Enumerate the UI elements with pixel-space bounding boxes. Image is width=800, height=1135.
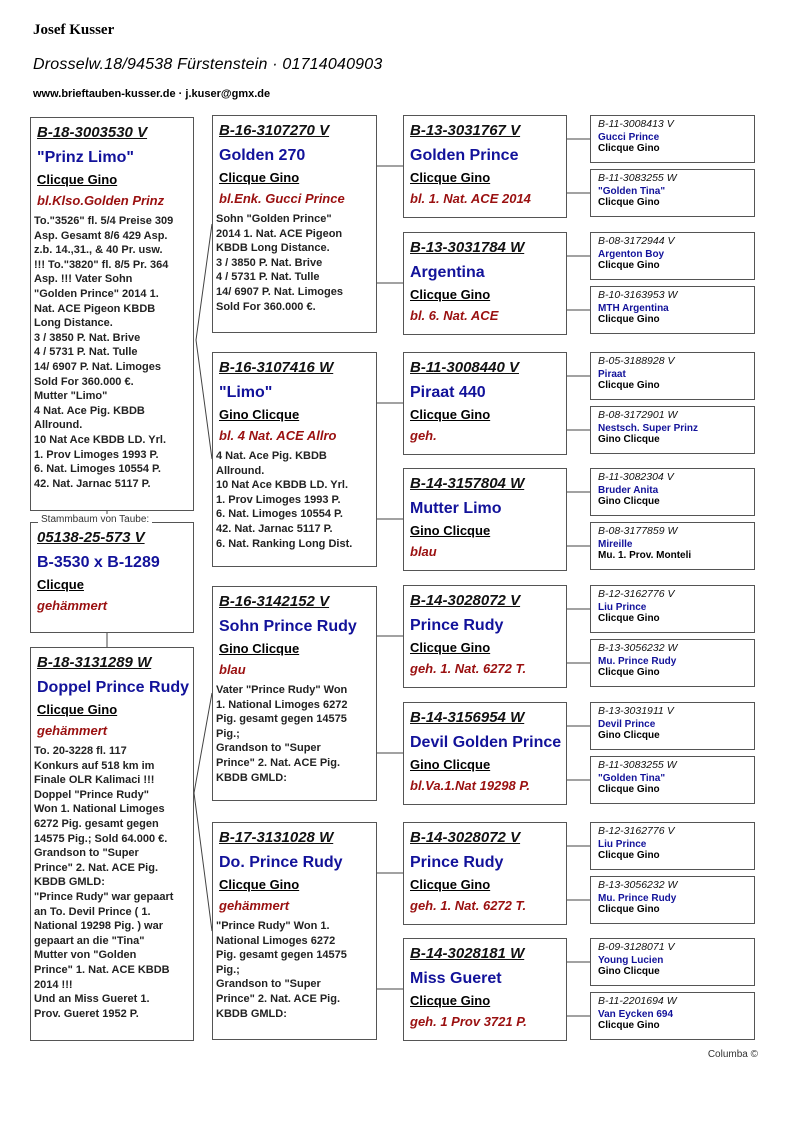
description: To. 20-3228 fl. 117 Konkurs auf 518 km im Finale OLR Kalimaci !!! Doppel "Prince Rudy" Won 1. National Limoges 6272 Pig. gesamt gegen 14575 Pig.; Sold 64.000 €. Grandson to "Super Prince" 2. Nat. ACE Pig. KBDB GMLD: "Prince Rudy" war gepaart an To. Devil Prince ( 1. National 19298 Pig. ) war gepaart an die "Tina" Mutter von "Golden Prince" 1. Nat. ACE KBDB 2014 !!! Und an Miss Gueret 1. Prov. Gueret 1952 P.: [34, 745, 174, 1020]
pigeon-name: Golden Prince: [410, 147, 519, 164]
description: Vater "Prince Rudy" Won 1. National Limoges 6272 Pig. gesamt gegen 14575 Pig.; Grandson to "Super Prince" 2. Nat. ACE Pig. KBDB GMLD:: [216, 684, 348, 784]
great-great-grandparent-card: [590, 702, 755, 750]
ring-number: B-10-3163953 W: [598, 289, 678, 301]
owner: Clicque Gino: [598, 314, 660, 325]
pigeon-name: "Golden Tina": [598, 186, 666, 197]
owner: Gino Clicque: [410, 757, 491, 772]
pigeon-name: Sohn Prince Rudy: [219, 618, 357, 635]
ring-number: B-13-3056232 W: [598, 879, 678, 891]
great-great-grandparent-card: [590, 406, 755, 454]
pigeon-name: B-3530 x B-1289: [37, 554, 160, 571]
ring-number: B-14-3028072 V: [410, 829, 521, 846]
pigeon-name: Mireille: [598, 539, 633, 550]
owner: Gino Clicque: [410, 523, 491, 538]
breeder-address: Drosselw.18/94538 Fürstenstein · 01714040903: [33, 56, 383, 73]
pigeon-name: Gucci Prince: [598, 132, 660, 143]
pigeon-name: Mutter Limo: [410, 500, 502, 517]
great-great-grandparent-card: [590, 115, 755, 163]
great-grandparent-card: [403, 468, 567, 571]
color-note: bl. 6. Nat. ACE: [410, 308, 499, 323]
color-note: gehämmert: [219, 898, 290, 913]
great-great-grandparent-card: [590, 286, 755, 334]
ring-number: B-08-3172944 V: [598, 235, 675, 247]
great-great-grandparent-card: [590, 756, 755, 804]
ring-number: B-14-3157804 W: [410, 475, 525, 492]
color-note: bl. 4 Nat. ACE Allro: [219, 428, 337, 443]
ring-number: B-14-3156954 W: [410, 709, 525, 726]
great-grandparent-card: [403, 352, 567, 455]
color-note: geh. 1. Nat. 6272 T.: [410, 661, 527, 676]
ring-number: B-16-3107416 W: [219, 359, 334, 376]
great-great-grandparent-card: [590, 585, 755, 633]
pigeon-name: Piraat 440: [410, 384, 486, 401]
ring-number: B-05-3188928 V: [598, 355, 675, 367]
great-great-grandparent-card: [590, 938, 755, 986]
pigeon-name: Mu. Prince Rudy: [598, 656, 677, 667]
ring-number: B-08-3172901 W: [598, 409, 678, 421]
great-great-grandparent-card: [590, 992, 755, 1040]
great-great-grandparent-card: [590, 352, 755, 400]
ring-number: B-08-3177859 W: [598, 525, 678, 537]
owner: Gino Clicque: [219, 641, 300, 656]
owner: Clicque Gino: [598, 143, 660, 154]
ring-number: B-16-3142152 V: [219, 593, 330, 610]
great-grandparent-card: [403, 232, 567, 335]
ring-number: B-18-3003530 V: [37, 124, 148, 141]
pigeon-name: Liu Prince: [598, 602, 647, 613]
description: To."3526" fl. 5/4 Preise 309 Asp. Gesamt 8/6 429 Asp. z.b. 14.,31., & 40 Pr. usw. !!! To."3820" fl. 8/5 Pr. 364 Asp. !!! Vater Sohn "Golden Prince" 2014 1. Nat. ACE Pigeon KBDB Long Distance. 3 / 3850 P. Nat. Brive 4 / 5731 P. Nat. Tulle 14/ 6907 P. Nat. Limoges Sold For 360.000 €. Mutter "Limo" 4 Nat. Ace Pig. KBDB Allround. 10 Nat Ace KBDB LD. Yrl. 1. Prov Limoges 1993 P. 6. Nat. Limoges 10554 P. 42. Nat. Jarnac 5117 P.: [34, 215, 174, 490]
owner: Clicque Gino: [598, 1020, 660, 1031]
ring-number: B-11-2201694 W: [598, 995, 677, 1007]
breeder-web-email: www.brieftauben-kusser.de · j.kuser@gmx.de: [33, 88, 271, 100]
connector-line: [194, 693, 212, 931]
great-great-grandparent-card: [590, 468, 755, 516]
great-grandparent-card: [403, 822, 567, 925]
ring-number: B-12-3162776 V: [598, 825, 675, 837]
pigeon-name: Van Eycken 694: [598, 1009, 674, 1020]
description: "Prince Rudy" Won 1. National Limoges 6272 Pig. gesamt gegen 14575 Pig.; Grandson to "Super Prince" 2. Nat. ACE Pig. KBDB GMLD:: [216, 920, 347, 1020]
ring-number: B-16-3107270 V: [219, 122, 330, 139]
pigeon-name: "Limo": [219, 384, 273, 401]
ring-number: B-13-3031911 V: [598, 705, 674, 717]
breeder-name: Josef Kusser: [33, 22, 115, 38]
color-note: bl.Klso.Golden Prinz: [37, 193, 165, 208]
ring-number: B-09-3128071 V: [598, 941, 675, 953]
owner: Clicque Gino: [410, 407, 491, 422]
color-note: gehämmert: [37, 598, 108, 613]
owner: Clicque Gino: [598, 197, 660, 208]
color-note: gehämmert: [37, 723, 108, 738]
color-note: blau: [410, 544, 437, 559]
great-grandparent-card: [403, 115, 567, 218]
pigeon-name: Prince Rudy: [410, 854, 504, 871]
pigeon-name: Young Lucien: [598, 955, 664, 966]
pigeon-name: "Golden Tina": [598, 773, 666, 784]
great-great-grandparent-card: [590, 876, 755, 924]
grandparent-card: [212, 586, 377, 801]
owner: Clicque Gino: [37, 702, 118, 717]
grandparent-card: [212, 115, 377, 333]
great-great-grandparent-card: [590, 822, 755, 870]
pigeon-name: Nestsch. Super Prinz: [598, 423, 699, 434]
owner: Gino Clicque: [219, 407, 300, 422]
owner: Gino Clicque: [598, 434, 660, 445]
pigeon-name: Devil Golden Prince: [410, 734, 562, 751]
pigeon-name: Bruder Anita: [598, 485, 659, 496]
great-great-grandparent-card: [590, 169, 755, 217]
pigeon-name: Golden 270: [219, 147, 306, 164]
parent-dam-card: [30, 647, 194, 1041]
ring-number: B-14-3028181 W: [410, 945, 525, 962]
great-great-grandparent-card: [590, 639, 755, 687]
ring-number: B-13-3031784 W: [410, 239, 525, 256]
owner: Clicque Gino: [410, 170, 491, 185]
great-grandparent-card: [403, 938, 567, 1041]
owner: Clicque Gino: [598, 784, 660, 795]
grandparent-card: [212, 822, 377, 1040]
pigeon-name: MTH Argentina: [598, 303, 669, 314]
ring-number: B-17-3131028 W: [219, 829, 334, 846]
ring-number: B-11-3083255 W: [598, 759, 677, 771]
description: Sohn "Golden Prince" 2014 1. Nat. ACE Pigeon KBDB Long Distance. 3 / 3850 P. Nat. Brive 4 / 5731 P. Nat. Tulle 14/ 6907 P. Nat. Limoges Sold For 360.000 €.: [216, 213, 343, 313]
owner: Clicque Gino: [598, 613, 660, 624]
ring-number: B-18-3131289 W: [37, 654, 152, 671]
pigeon-name: "Prinz Limo": [37, 149, 134, 166]
owner: Clicque Gino: [598, 260, 660, 271]
great-great-grandparent-card: [590, 522, 755, 570]
color-note: blau: [219, 662, 246, 677]
ring-number: B-13-3031767 V: [410, 122, 521, 139]
owner: Gino Clicque: [598, 966, 660, 977]
owner: Clicque Gino: [410, 993, 491, 1008]
owner: Clicque Gino: [410, 287, 491, 302]
pigeon-name: Argentina: [410, 264, 485, 281]
color-note: bl.Va.1.Nat 19298 P.: [410, 778, 530, 793]
owner: Gino Clicque: [598, 496, 660, 507]
owner: Clicque: [37, 577, 84, 592]
owner: Mu. 1. Prov. Monteli: [598, 550, 692, 561]
grandparent-card: [212, 352, 377, 567]
owner: Clicque Gino: [37, 172, 118, 187]
color-note: bl.Enk. Gucci Prince: [219, 191, 345, 206]
owner: Clicque Gino: [410, 877, 491, 892]
ring-number: B-11-3082304 V: [598, 471, 674, 483]
subject-label: Stammbaum von Taube:: [38, 514, 152, 525]
ring-number: B-14-3028072 V: [410, 592, 521, 609]
ring-number: B-11-3008440 V: [410, 359, 519, 376]
parent-sire-card: [30, 117, 194, 511]
ring-number: B-11-3083255 W: [598, 172, 677, 184]
color-note: geh. 1 Prov 3721 P.: [410, 1014, 527, 1029]
owner: Clicque Gino: [410, 640, 491, 655]
ring-number: B-13-3056232 W: [598, 642, 678, 654]
pigeon-name: Devil Prince: [598, 719, 656, 730]
pigeon-name: Prince Rudy: [410, 617, 504, 634]
pigeon-name: Do. Prince Rudy: [219, 854, 343, 871]
great-great-grandparent-card: [590, 232, 755, 280]
great-grandparent-card: [403, 585, 567, 688]
color-note: geh. 1. Nat. 6272 T.: [410, 898, 527, 913]
owner: Clicque Gino: [598, 667, 660, 678]
pigeon-name: Liu Prince: [598, 839, 647, 850]
owner: Clicque Gino: [598, 904, 660, 915]
pigeon-name: Doppel Prince Rudy: [37, 679, 190, 696]
color-note: geh.: [410, 428, 437, 443]
owner: Clicque Gino: [598, 850, 660, 861]
pigeon-name: Piraat: [598, 369, 626, 380]
owner: Gino Clicque: [598, 730, 660, 741]
footer-credit: Columba ©: [707, 1049, 758, 1060]
pigeon-name: Argenton Boy: [598, 249, 665, 260]
owner: Clicque Gino: [219, 877, 300, 892]
ring-number: 05138-25-573 V: [37, 529, 145, 546]
description: 4 Nat. Ace Pig. KBDB Allround. 10 Nat Ace KBDB LD. Yrl. 1. Prov Limoges 1993 P. 6. Nat. Limoges 10554 P. 42. Nat. Jarnac 5117 P. 6. Nat. Ranking Long Dist.: [216, 450, 353, 550]
pigeon-name: Mu. Prince Rudy: [598, 893, 677, 904]
owner: Clicque Gino: [219, 170, 300, 185]
ring-number: B-11-3008413 V: [598, 118, 674, 130]
color-note: bl. 1. Nat. ACE 2014: [410, 191, 531, 206]
connector-line: [196, 224, 212, 459]
great-grandparent-card: [403, 702, 567, 805]
ring-number: B-12-3162776 V: [598, 588, 675, 600]
owner: Clicque Gino: [598, 380, 660, 391]
pigeon-name: Miss Gueret: [410, 970, 502, 987]
subject-pigeon-card: [30, 522, 194, 633]
